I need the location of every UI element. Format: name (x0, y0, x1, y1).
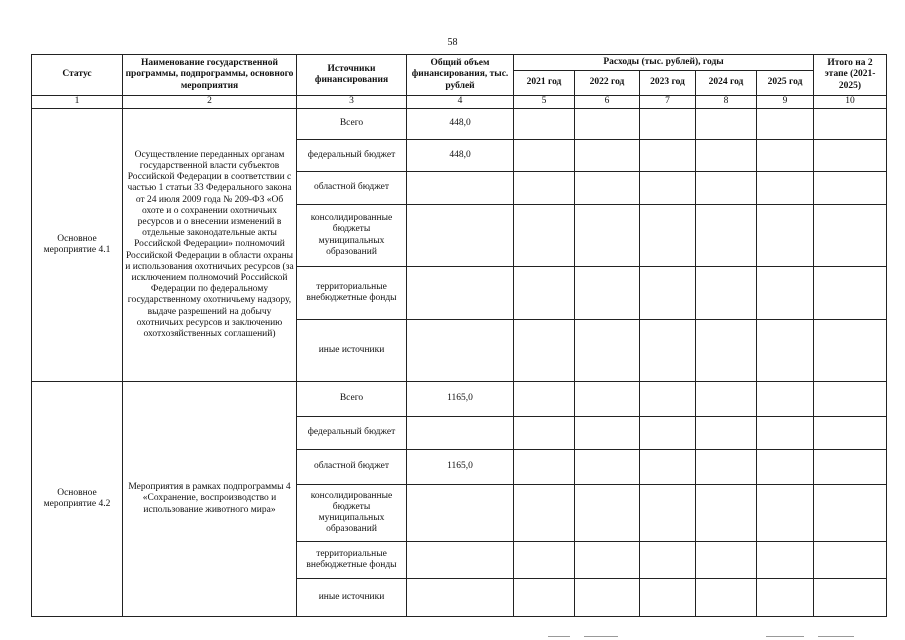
header-total-volume: Общий объем финансирования, тыс. рублей (407, 55, 514, 96)
table-row (32, 382, 887, 417)
total-value: 448,0 (407, 140, 514, 172)
funding-source: федеральный бюджет (297, 140, 407, 172)
header-expenses: Расходы (тыс. рублей), годы (514, 55, 814, 71)
scan-edge-marks (0, 636, 905, 640)
table-row (32, 109, 887, 140)
total-value (407, 542, 514, 579)
activity-description: Мероприятия в рамках подпрограммы 4 «Сохранение, воспроизводство и использование животного мира» (123, 382, 297, 617)
header-program-name: Наименование государственной программы, подпрограммы, основного мероприятия (123, 55, 297, 96)
header-stage-total: Итого на 2 этапе (2021-2025) (814, 55, 887, 96)
column-number: 10 (814, 96, 887, 109)
funding-source: территориальные внебюджетные фонды (297, 542, 407, 579)
funding-source: федеральный бюджет (297, 417, 407, 450)
total-value (407, 485, 514, 542)
total-value (407, 172, 514, 205)
column-number: 9 (757, 96, 814, 109)
column-number: 3 (297, 96, 407, 109)
column-number: 2 (123, 96, 297, 109)
funding-source: иные источники (297, 579, 407, 617)
activity-status: Основное мероприятие 4.2 (32, 382, 123, 617)
activity-description: Осуществление переданных органам государственной власти субъектов Российской Федерации в соответствии с частью 1 статьи 33 Федерального закона от 24 июля 2009 года № 209-ФЗ «Об охоте и о сохранении охотничьих ресурсов и о внесении изменений в отдельные законодательные акты Российской Федерации» полномочий Российской Федерации в области охраны и использования охотничьих ресурсов (за исключением полномочий Российской Федерации по федеральному государственному охотничьему надзору, выдаче разрешений на добычу охотничьих ресурсов и заключению охотхозяйственных соглашений) (123, 109, 297, 382)
header-year: 2024 год (696, 71, 757, 96)
total-value: 1165,0 (407, 450, 514, 485)
header-status: Статус (32, 55, 123, 96)
total-value (407, 205, 514, 267)
header-year: 2023 год (640, 71, 696, 96)
financing-table (31, 54, 887, 617)
total-value: 1165,0 (407, 382, 514, 417)
total-value (407, 579, 514, 617)
column-number: 5 (514, 96, 575, 109)
funding-source: консолидированные бюджеты муниципальных образований (297, 205, 407, 267)
funding-source: областной бюджет (297, 450, 407, 485)
column-number: 7 (640, 96, 696, 109)
header-year: 2025 год (757, 71, 814, 96)
activity-status: Основное мероприятие 4.1 (32, 109, 123, 382)
funding-source: консолидированные бюджеты муниципальных образований (297, 485, 407, 542)
column-number-row (32, 96, 887, 109)
total-value: 448,0 (407, 109, 514, 140)
column-number: 4 (407, 96, 514, 109)
header-year: 2021 год (514, 71, 575, 96)
funding-source: Всего (297, 382, 407, 417)
column-number: 8 (696, 96, 757, 109)
funding-source: иные источники (297, 320, 407, 382)
header-year: 2022 год (575, 71, 640, 96)
funding-source: территориальные внебюджетные фонды (297, 267, 407, 320)
column-number: 1 (32, 96, 123, 109)
header-sources: Источники финансирования (297, 55, 407, 96)
total-value (407, 417, 514, 450)
total-value (407, 267, 514, 320)
page-number: 58 (447, 37, 458, 48)
funding-source: Всего (297, 109, 407, 140)
total-value (407, 320, 514, 382)
funding-source: областной бюджет (297, 172, 407, 205)
column-number: 6 (575, 96, 640, 109)
